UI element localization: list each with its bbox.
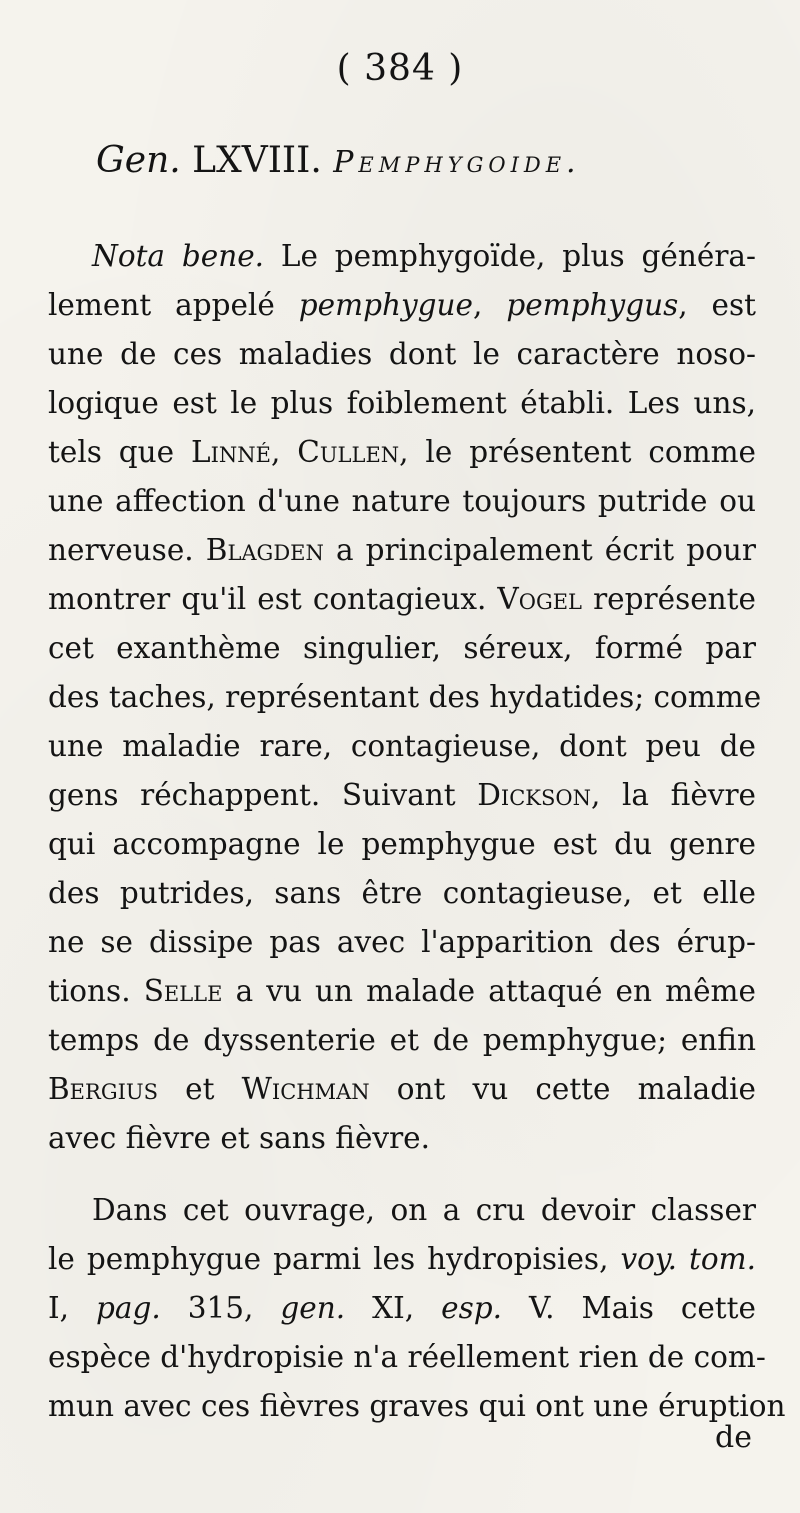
author-name: Linné: [191, 435, 271, 469]
text-span: 315,: [160, 1291, 281, 1325]
author-name: Bergius: [48, 1072, 158, 1106]
text-line: [48, 281, 756, 330]
text-line: logique est le plus foiblement établi. Les uns,: [48, 386, 756, 420]
text-line: [48, 771, 756, 820]
text-span: , est: [678, 288, 756, 322]
text-line: [48, 526, 756, 575]
text-line: [48, 1065, 756, 1114]
text-span: tels que: [48, 435, 192, 469]
text-span: Le pemphygoïde, plus généra-: [264, 239, 756, 273]
author-name: Vogel: [497, 582, 582, 616]
text-span: lement appelé: [48, 288, 299, 322]
text-line: qui accompagne le pemphygue est du genre: [48, 827, 756, 861]
author-name: Cullen: [297, 435, 400, 469]
text-line: des taches, représentant des hydatides; comme: [48, 680, 762, 714]
heading-title: Pemphygoide.: [333, 145, 581, 180]
text-span: pemphygus: [506, 288, 679, 322]
author-name: Wichman: [241, 1072, 370, 1106]
text-span: représente: [582, 582, 756, 616]
text-line: avec fièvre et sans fièvre.: [48, 1121, 431, 1155]
text-span: , la fièvre: [590, 778, 757, 812]
text-span: gens réchappent. Suivant: [48, 778, 478, 812]
text-span: , le présentent comme: [399, 435, 757, 469]
text-line: une maladie rare, contagieuse, dont peu de: [48, 729, 756, 763]
nota-bene: Nota bene.: [92, 239, 265, 273]
text-line: [48, 232, 756, 281]
text-span: tions.: [48, 974, 144, 1008]
text-line: ne se dissipe pas avec l'apparition des érup-: [48, 925, 756, 959]
text-span: ,: [271, 435, 298, 469]
paragraph-2: [48, 1186, 786, 1431]
heading-numeral: LXVIII.: [192, 140, 322, 181]
text-span: pemphygue: [298, 288, 473, 322]
cross-reference: voy. tom.: [620, 1242, 756, 1276]
text-line: mun avec ces fièvres graves qui ont une éruption: [48, 1389, 786, 1423]
text-span: et: [157, 1072, 242, 1106]
author-name: Selle: [143, 974, 223, 1008]
text-line: [48, 1235, 756, 1284]
text-line: [48, 1284, 756, 1333]
catchword: de: [715, 1420, 752, 1455]
text-span: V. Mais cette: [501, 1291, 756, 1325]
text-span: esp.: [441, 1291, 502, 1325]
text-line: une affection d'une nature toujours putride ou: [48, 484, 756, 518]
text-line: Dans cet ouvrage, on a cru devoir classer: [92, 1193, 756, 1227]
text-span: I,: [48, 1291, 97, 1325]
author-name: Blagden: [205, 533, 324, 567]
text-span: a vu un malade attaqué en même: [222, 974, 756, 1008]
text-span: nerveuse.: [48, 533, 206, 567]
text-span: XI,: [345, 1291, 442, 1325]
text-span: ont vu cette maladie: [369, 1072, 756, 1106]
text-line: [48, 428, 756, 477]
text-span: ,: [473, 288, 507, 322]
text-span: a principalement écrit pour: [323, 533, 756, 567]
chapter-heading: [96, 140, 736, 181]
text-line: une de ces maladies dont le caractère noso-: [48, 337, 756, 371]
text-line: des putrides, sans être contagieuse, et elle: [48, 876, 756, 910]
page-number: ( 384 ): [336, 48, 464, 89]
author-name: Dickson: [477, 778, 591, 812]
text-line: [48, 967, 756, 1016]
text-line: cet exanthème singulier, séreux, formé par: [48, 631, 756, 665]
text-line: espèce d'hydropisie n'a réellement rien de com-: [48, 1340, 766, 1374]
heading-gen: Gen.: [96, 140, 181, 181]
text-span: gen.: [280, 1291, 346, 1325]
text-line: temps de dyssenterie et de pemphygue; enfin: [48, 1023, 756, 1057]
text-line: [48, 575, 756, 624]
paragraph-1: [48, 232, 762, 1163]
text-span: montrer qu'il est contagieux.: [48, 582, 498, 616]
text-span: pag.: [96, 1291, 161, 1325]
text-span: le pemphygue parmi les hydropisies,: [48, 1242, 621, 1276]
